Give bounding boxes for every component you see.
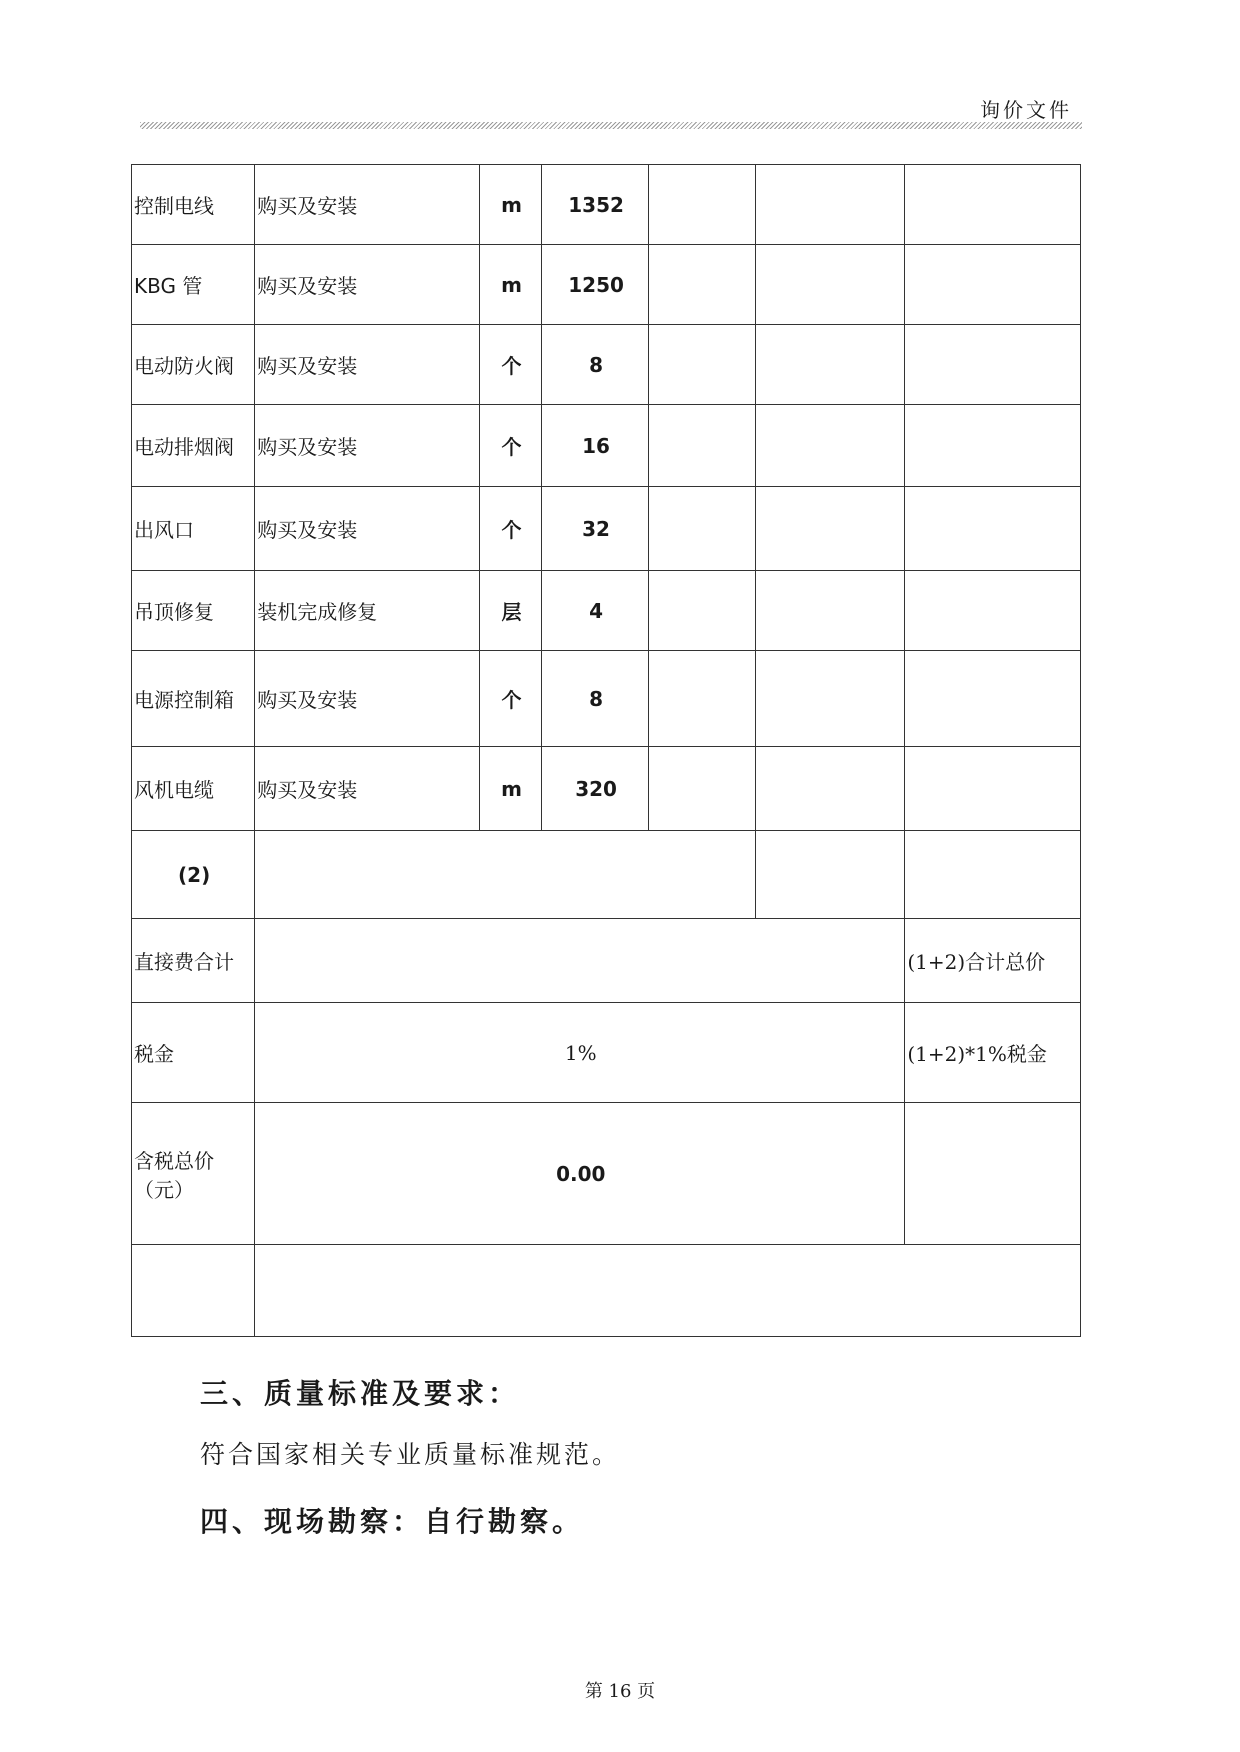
work-content-cell: 购买及安装: [255, 325, 480, 405]
unit-cell: 层: [479, 571, 541, 651]
quantity-cell: 1352: [542, 165, 649, 245]
work-content-cell: 购买及安装: [255, 747, 480, 831]
quantity-cell: 1250: [542, 245, 649, 325]
item-name-cell: 电动排烟阀: [132, 405, 255, 487]
header-divider: [140, 122, 1082, 129]
quantity-cell: 8: [542, 325, 649, 405]
document-header-title: 询价文件: [980, 98, 1072, 122]
work-content-cell: 购买及安装: [255, 487, 480, 571]
item-name-cell: 吊顶修复: [132, 571, 255, 651]
subtotal-cell: [755, 487, 904, 571]
unit-price-cell: [649, 571, 756, 651]
unit-price-cell: [649, 747, 756, 831]
work-content-cell: 装机完成修复: [255, 571, 480, 651]
unit-cell: 个: [479, 325, 541, 405]
unit-price-cell: [649, 651, 756, 747]
unit-price-cell: [649, 245, 756, 325]
direct-cost-value-cell: [255, 919, 905, 1003]
table-row: [132, 165, 1081, 245]
total-row: [132, 1103, 1081, 1245]
unit-price-cell: [649, 487, 756, 571]
table-row: [132, 325, 1081, 405]
blank-cell: [255, 1245, 1081, 1337]
blank-cell: [132, 1245, 255, 1337]
work-content-cell: 购买及安装: [255, 651, 480, 747]
page-number: 第 16 页: [584, 1681, 656, 1702]
subtotal-cell: [755, 747, 904, 831]
table-row: [132, 245, 1081, 325]
quality-standards-text: 符合国家相关专业质量标准规范。: [200, 1440, 621, 1469]
quantity-cell: 32: [542, 487, 649, 571]
quality-standards-heading: 三、质量标准及要求：: [200, 1377, 521, 1410]
direct-cost-note: (1+2)合计总价: [905, 919, 1081, 1003]
table-row: [132, 651, 1081, 747]
item-name-cell: 电动防火阀: [132, 325, 255, 405]
table-row: [132, 747, 1081, 831]
item-name-cell: KBG 管: [132, 245, 255, 325]
direct-cost-label: 直接费合计: [132, 919, 255, 1003]
remark-cell: [905, 831, 1081, 919]
subtotal-cell: [755, 325, 904, 405]
subtotal-label: (2): [132, 831, 255, 919]
tax-row: [132, 1003, 1081, 1103]
table-row: [132, 487, 1081, 571]
subtotal-cell: [755, 831, 904, 919]
direct-cost-row: [132, 919, 1081, 1003]
subtotal-cell: [755, 651, 904, 747]
subtotal-cell: [755, 405, 904, 487]
remark-cell: [905, 651, 1081, 747]
unit-price-cell: [649, 405, 756, 487]
total-value: 0.00: [255, 1103, 905, 1245]
unit-cell: m: [479, 747, 541, 831]
item-name-cell: 电源控制箱: [132, 651, 255, 747]
remark-cell: [905, 245, 1081, 325]
site-survey-heading: 四、现场勘察：自行勘察。: [200, 1505, 585, 1538]
total-note-cell: [905, 1103, 1081, 1245]
unit-cell: 个: [479, 405, 541, 487]
total-label: 含税总价（元）: [132, 1103, 255, 1245]
table-row: [132, 405, 1081, 487]
item-name-cell: 控制电线: [132, 165, 255, 245]
work-content-cell: 购买及安装: [255, 245, 480, 325]
blank-row: [132, 1245, 1081, 1337]
quantity-cell: 320: [542, 747, 649, 831]
work-content-cell: 购买及安装: [255, 405, 480, 487]
table-row: [132, 571, 1081, 651]
subtotal-cell: [755, 165, 904, 245]
tax-note: (1+2)*1%税金: [905, 1003, 1081, 1103]
subtotal-content-cell: [255, 831, 756, 919]
remark-cell: [905, 405, 1081, 487]
unit-cell: 个: [479, 651, 541, 747]
quantity-cell: 16: [542, 405, 649, 487]
quotation-table: [131, 164, 1081, 1337]
item-name-cell: 风机电缆: [132, 747, 255, 831]
item-name-cell: 出风口: [132, 487, 255, 571]
unit-cell: 个: [479, 487, 541, 571]
subtotal-cell: [755, 245, 904, 325]
subtotal-cell: [755, 571, 904, 651]
unit-cell: m: [479, 165, 541, 245]
quantity-cell: 8: [542, 651, 649, 747]
work-content-cell: 购买及安装: [255, 165, 480, 245]
subtotal-row: [132, 831, 1081, 919]
tax-rate: 1%: [255, 1003, 905, 1103]
tax-label: 税金: [132, 1003, 255, 1103]
remark-cell: [905, 747, 1081, 831]
unit-cell: m: [479, 245, 541, 325]
quantity-cell: 4: [542, 571, 649, 651]
unit-price-cell: [649, 165, 756, 245]
unit-price-cell: [649, 325, 756, 405]
remark-cell: [905, 487, 1081, 571]
remark-cell: [905, 165, 1081, 245]
remark-cell: [905, 571, 1081, 651]
remark-cell: [905, 325, 1081, 405]
